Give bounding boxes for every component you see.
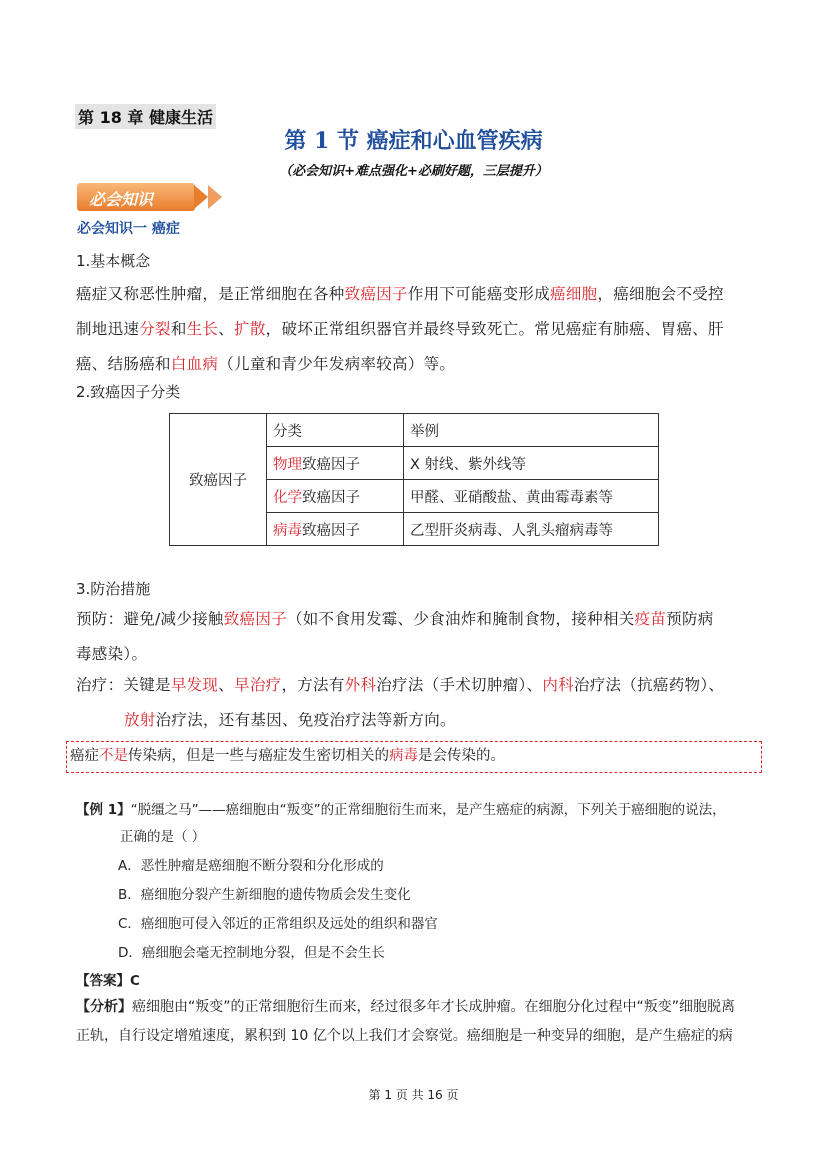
paragraph-line: 放射治疗法，还有基因、免疫治疗法等新方向。	[124, 711, 456, 729]
table-column-header: 分类	[267, 414, 404, 447]
section-banner	[77, 183, 227, 211]
option-b: B．癌细胞分裂产生新细胞的遗传物质会发生变化	[118, 887, 411, 903]
factor-classification-title: 2.致癌因子分类	[76, 383, 181, 401]
table-row-header: 致癌因子	[170, 414, 267, 546]
page-subtitle: （必会知识+难点强化+必刷好题，三层提升）	[279, 164, 548, 179]
analysis-line-1: 【分析】癌细胞由“叛变”的正常细胞衍生而来，经过很多年才长成肿瘤。在细胞分化过程中“叛变”细胞脱离	[76, 999, 736, 1015]
carcinogen-table	[169, 413, 659, 546]
note-text: 癌症不是传染病，但是一些与癌症发生密切相关的病毒是会传染的。	[70, 748, 505, 764]
table-cell: 甲醛、亚硝酸盐、黄曲霉毒素等	[404, 480, 659, 513]
section-heading: 必会知识一 癌症	[77, 221, 180, 237]
paragraph-line: 预防：避免/减少接触致癌因子（如不食用发霉、少食油炸和腌制食物，接种相关疫苗预防病	[76, 610, 714, 628]
page-title: 第 1 节 癌症和心血管疾病	[284, 128, 543, 154]
basic-concept-paragraph	[76, 277, 756, 382]
treatment-paragraph	[76, 668, 756, 738]
example-question: 【例 1】“脱缰之马”——癌细胞由“叛变”的正常细胞衍生而来，是产生癌症的病源，下列关于癌细胞的说法，	[76, 802, 726, 818]
option-c: C．癌细胞可侵入邻近的正常组织及远处的组织和器官	[118, 916, 438, 932]
banner-text: 必会知识	[89, 190, 154, 209]
example-question-cont: 正确的是（ ）	[120, 829, 206, 845]
paragraph-line: 癌症又称恶性肿瘤，是正常细胞在各种致癌因子作用下可能癌变形成癌细胞，癌细胞会不受控	[76, 285, 724, 303]
paragraph-line: 制地迅速分裂和生长、扩散，破坏正常组织器官并最终导致死亡。常见癌症有肺癌、胃癌、肝	[76, 320, 724, 338]
paragraph-line: 治疗：关键是早发现、早治疗，方法有外科治疗法（手术切肿瘤）、内科治疗法（抗癌药物）、	[76, 676, 725, 694]
page-footer: 第 1 页 共 16 页	[368, 1088, 459, 1102]
basic-concept-title: 1.基本概念	[76, 252, 151, 270]
table-cell: 乙型肝炎病毒、人乳头瘤病毒等	[404, 513, 659, 546]
chevron-right-icon	[194, 185, 208, 209]
paragraph-line: 癌、结肠癌和白血病（儿童和青少年发病率较高）等。	[76, 355, 456, 373]
paragraph-line: 毒感染）。	[76, 645, 148, 663]
table-cell: 物理致癌因子	[267, 447, 404, 480]
prevention-paragraph	[76, 602, 756, 672]
table-cell: X 射线、紫外线等	[404, 447, 659, 480]
table-cell: 化学致癌因子	[267, 480, 404, 513]
chapter-label: 第 18 章 健康生活	[75, 104, 216, 129]
option-a: A．恶性肿瘤是癌细胞不断分裂和分化形成的	[118, 858, 384, 874]
option-d: D．癌细胞会毫无控制地分裂，但是不会生长	[118, 945, 385, 961]
table-cell: 病毒致癌因子	[267, 513, 404, 546]
prevention-title: 3.防治措施	[76, 580, 151, 598]
analysis-line-2: 正轨，自行设定增殖速度，累积到 10 亿个以上我们才会察觉。癌细胞是一种变异的细胞，是产生癌症的病	[76, 1028, 733, 1044]
chevron-right-icon	[208, 185, 222, 209]
answer: 【答案】C	[76, 973, 140, 989]
table-column-header: 举例	[404, 414, 659, 447]
